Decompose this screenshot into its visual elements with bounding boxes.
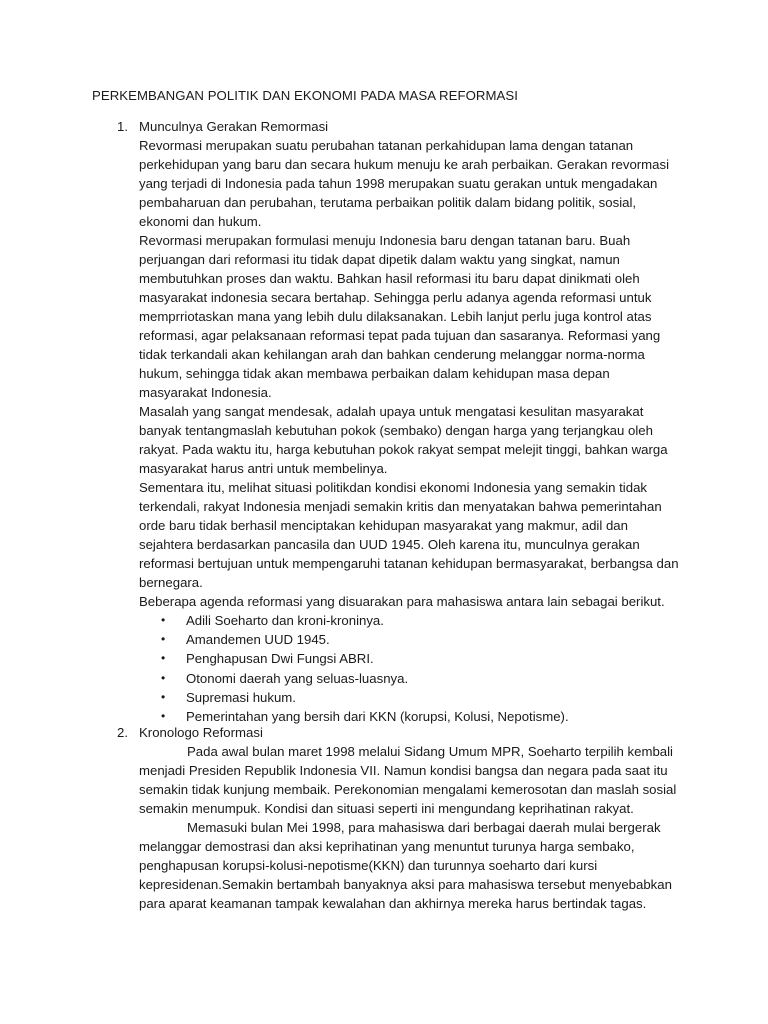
- list-item-text: Otonomi daerah yang seluas-luasnya.: [186, 670, 409, 686]
- bullet-icon: •: [161, 613, 166, 627]
- bullet-icon: •: [161, 670, 166, 685]
- section-content: [139, 117, 679, 726]
- list-item-text: Pemerintahan yang bersih dari KKN (korupsi, Kolusi, Nepotisme).: [186, 709, 569, 725]
- list-item-text: Penghapusan Dwi Fungsi ABRI.: [186, 651, 374, 667]
- paragraph: Revormasi merupakan formulasi menuju Indonesia baru dengan tatanan baru. Buah perjuangan dari reformasi itu tidak dapat dipetik dalam waktu yang singkat, namun membutuhkan proses dan waktu. Bahkan hasil reformasi itu baru dapat dinikmati oleh masyarakat indonesia secara bertahap. Sehingga perlu adanya agenda reformasi untuk memprriotaskan mana yang lebih dulu dilaksanakan. Lebih lanjut perlu juga kontrol atas reformasi, agar pelaksanaan reformasi tepat pada tujuan dan sasaranya. Reformasi yang tidak terkandali akan kehilangan arah dan bahkan cenderung melanggar norma-norma hukum, sehingga tidak akan membawa perbaikan dalam kehidupan masa depan masyarakat Indonesia.: [139, 233, 661, 400]
- bullet-icon: •: [161, 709, 166, 724]
- list-item: [139, 611, 679, 630]
- paragraph: Memasuki bulan Mei 1998, para mahasiswa dari berbagai daerah mulai bergerak melanggar demostrasi dan aksi keprihatinan yang menuntut turunya harga sembako, penghapusan korupsi-kolusi-nepotisme(KKN) dan turunnya soeharto dari kursi kepresidenan.Semakin bertambah banyaknya aksi para mahasiswa tersebut menyebabkan para aparat keamanan tampak kewalahan dan akhirnya mereka harus bertindak tagas.: [139, 820, 672, 911]
- list-item: [139, 649, 679, 668]
- section-content: [139, 723, 679, 913]
- bullet-icon: •: [161, 689, 166, 704]
- paragraph: Masalah yang sangat mendesak, adalah upaya untuk mengatasi kesulitan masyarakat banyak tentangmaslah kebutuhan pokok (sembako) dengan harga yang terjangkau oleh rakyat. Pada waktu itu, harga kebutuhan pokok rakyat sempat melejit tinggi, bahkan warga masyarakat harus antri untuk membelinya.: [139, 404, 668, 476]
- list-item-text: Supremasi hukum.: [186, 689, 296, 705]
- document-title: PERKEMBANGAN POLITIK DAN EKONOMI PADA MASA REFORMASI: [92, 88, 518, 103]
- section-number: 2.: [117, 725, 128, 740]
- list-item: [139, 688, 679, 707]
- paragraph: Sementara itu, melihat situasi politikdan kondisi ekonomi Indonesia yang semakin tidak terkendali, rakyat Indonesia menjadi semakin kritis dan menyatakan bahwa pemerintahan orde baru tidak berhasil menciptakan kehidupan masyarakat yang makmur, adil dan sejahtera berdasarkan pancasila dan UUD 1945. Oleh karena itu, munculnya gerakan reformasi bertujuan untuk mempengaruhi tatanan kehidupan bermasyarakat, berbangsa dan bernegara.: [139, 480, 679, 590]
- list-item-text: Amandemen UUD 1945.: [186, 632, 330, 648]
- bullet-icon: •: [161, 632, 166, 647]
- list-item: [139, 669, 679, 688]
- paragraph: Revormasi merupakan suatu perubahan tatanan perkahidupan lama dengan tatanan perkehidupan yang baru dan secara hukum menuju ke arah perbaikan. Gerakan revormasi yang terjadi di Indonesia pada tahun 1998 merupakan suatu gerakan untuk mengadakan pembaharuan dan perubahan, terutama perbaikan politik dalam bidang politik, sosial, ekonomi dan hukum.: [139, 138, 670, 229]
- list-item: [139, 630, 679, 649]
- section-heading: Munculnya Gerakan Remormasi: [139, 119, 329, 134]
- agenda-list: [139, 611, 679, 726]
- section-heading: Kronologo Reformasi: [139, 725, 263, 740]
- bullet-icon: •: [161, 651, 166, 666]
- section-number: 1.: [117, 119, 128, 134]
- paragraph: Pada awal bulan maret 1998 melalui Sidang Umum MPR, Soeharto terpilih kembali menjadi Presiden Republik Indonesia VII. Namun kondisi bangsa dan negara pada saat itu semakin tidak kunjung membaik. Perekonomian mengalami kemerosotan dan maslah sosial semakin menumpuk. Kondisi dan situasi seperti ini mengundang keprihatinan rakyat.: [139, 744, 677, 816]
- list-item-text: Adili Soeharto dan kroni-kroninya.: [186, 613, 384, 628]
- paragraph: Beberapa agenda reformasi yang disuarakan para mahasiswa antara lain sebagai berikut.: [139, 594, 665, 609]
